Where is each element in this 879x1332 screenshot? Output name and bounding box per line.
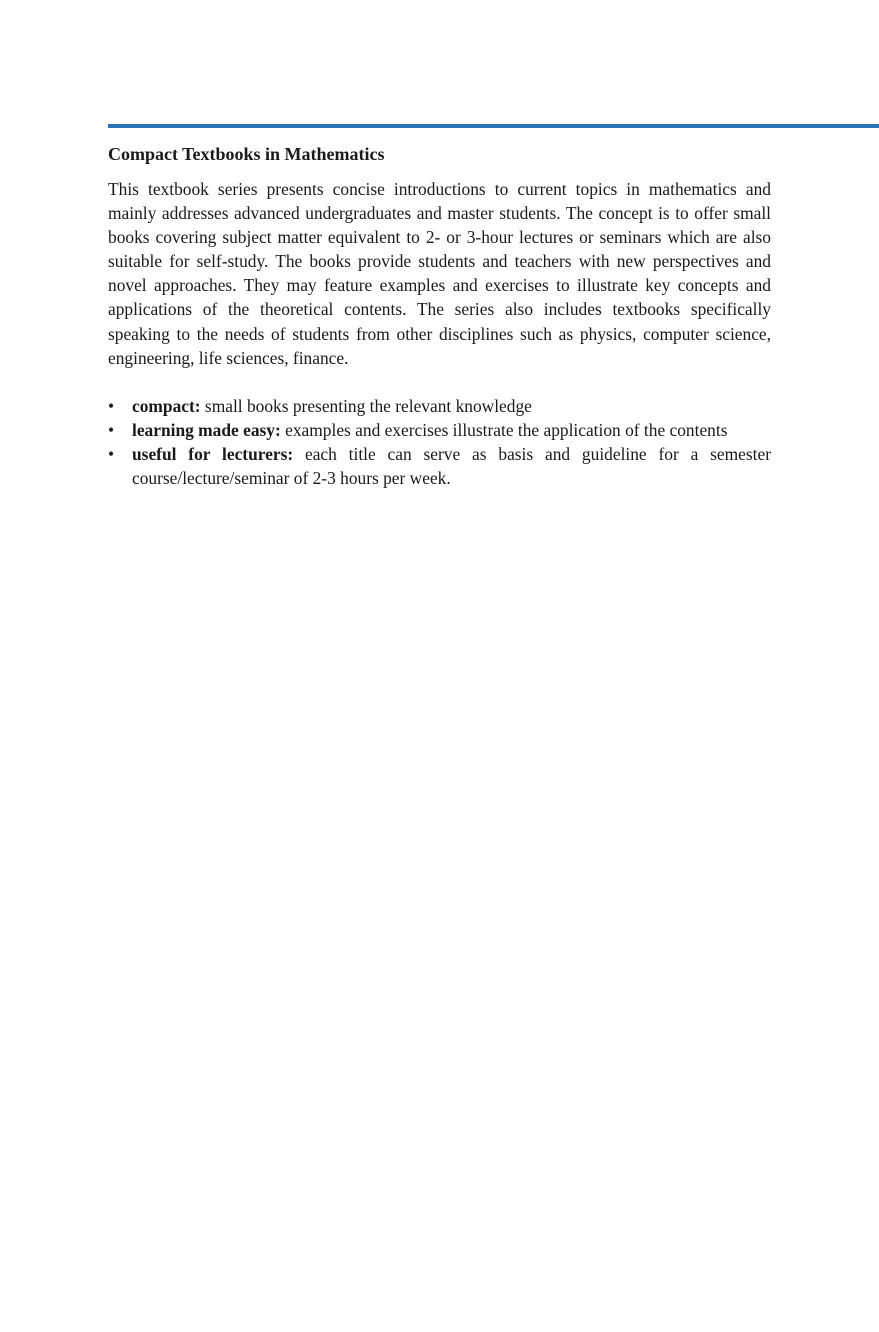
feature-text: each title can serve as basis and guideline for a semester course/lecture/seminar of 2-3 hours per week. bbox=[132, 443, 771, 489]
bullet-icon: • bbox=[108, 395, 115, 416]
series-description: This textbook series presents concise introductions to current topics in mathematics and mainly addresses advanced undergraduates and master students. The concept is to offer small books covering subject matter equivalent to 2- or 3-hour lectures or seminars which are also suitable for self-study. The books provide students and teachers with new perspectives and novel approaches. They may feature examples and exercises to illustrate key concepts and applications of the theoretical contents. The series also includes textbooks specifically speaking to the needs of students from other disciplines such as physics, computer science, engineering, life sciences, finance. bbox=[108, 179, 771, 368]
feature-term: compact: bbox=[132, 395, 201, 416]
bullet-icon: • bbox=[108, 443, 115, 464]
header-rule bbox=[108, 124, 879, 128]
series-info bbox=[108, 142, 771, 490]
feature-item-lecturers bbox=[108, 442, 771, 490]
feature-list bbox=[108, 394, 771, 490]
feature-text: small books presenting the relevant knowledge bbox=[200, 395, 532, 416]
feature-item-compact bbox=[108, 394, 771, 418]
feature-text: examples and exercises illustrate the application of the contents bbox=[280, 419, 728, 440]
feature-item-learning bbox=[108, 418, 771, 442]
bullet-icon: • bbox=[108, 419, 115, 440]
series-title: Compact Textbooks in Mathematics bbox=[108, 144, 385, 164]
feature-term: useful for lecturers: bbox=[132, 443, 294, 464]
feature-term: learning made easy: bbox=[132, 419, 281, 440]
